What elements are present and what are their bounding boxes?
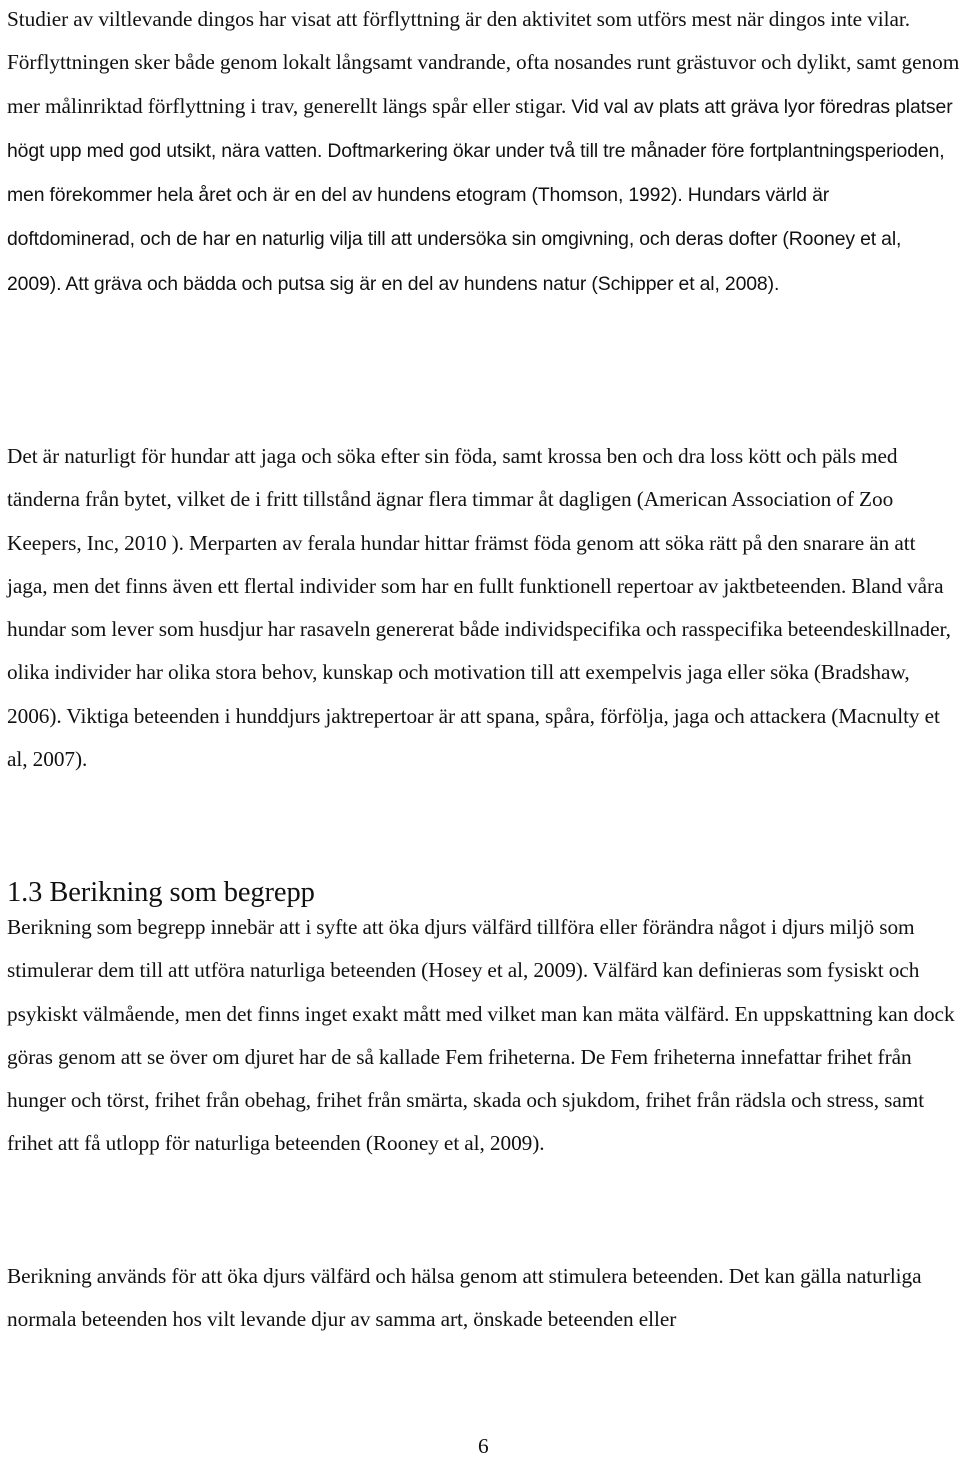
paragraph-hunting-behavior: Det är naturligt för hundar att jaga och söka efter sin föda, samt krossa ben och dra loss kött och päls med tänderna från bytet, vilket de i fritt tillstånd ägnar flera timmar åt dagligen (American Association of Zoo Keepers, Inc, 2010 ). Merparten av ferala hundar hittar främst föda genom att söka rätt på den snarare än att jaga, men det finns även ett flertal individer som har en fullt funktionell repertoar av jaktbeteenden. Bland våra hundar som lever som husdjur har rasaveln genererat både individspecifika och rasspecifika beteendeskillnader, olika individer har olika stora behov, kunskap och motivation till att exempelvis jaga eller söka (Bradshaw, 2006). Viktiga beteenden i hunddjurs jaktrepertoar är att spana, spåra, förfölja, jaga och attackera (Macnulty et al, 2007).	[7, 444, 951, 772]
paragraph-enrichment-usage: Berikning används för att öka djurs välfärd och hälsa genom att stimulera beteenden. Det kan gälla naturliga normala beteenden hos vilt levande djur av samma art, önskade beteenden eller	[7, 1264, 922, 1332]
paragraph-segment-sans: Vid val av plats att gräva lyor föredras platser högt upp med god utsikt, nära vatten. Doftmarkering ökar under två till tre månader före fortplantningsperioden, men förekommer hela året och är en del av hundens etogram (Thomson, 1992). Hundars värld är doftdominerad, och de har en naturlig vilja till att undersöka sin omgivning, och deras dofter (Rooney et al, 2009). Att gräva och bädda och putsa sig är en del av hundens natur (Schipper et al, 2008).	[7, 95, 953, 295]
section-heading: 1.3 Berikning som begrepp	[7, 877, 315, 908]
page-number: 6	[478, 1434, 489, 1458]
paragraph-dingo-behavior	[7, 0, 960, 306]
paragraph-enrichment-definition: Berikning som begrepp innebär att i syfte att öka djurs välfärd tillföra eller förändra något i djurs miljö som stimulerar dem till att utföra naturliga beteenden (Hosey et al, 2009). Välfärd kan definieras som fysiskt och psykiskt välmående, men det finns inget exakt mått med vilket man kan mäta välfärd. En uppskattning kan dock göras genom att se över om djuret har de så kallade Fem friheterna. De Fem friheterna innefattar frihet från hunger och törst, frihet från obehag, frihet från smärta, skada och sjukdom, frihet från rädsla och stress, samt frihet att få utlopp för naturliga beteenden (Rooney et al, 2009).	[7, 915, 955, 1156]
paragraph-segment-serif: Studier av viltlevande dingos har visat att förflyttning är den aktivitet som utförs mest när dingos inte vilar. Förflyttningen sker både genom lokalt långsamt vandrande, ofta nosandes runt grästuvor och dylikt, samt genom mer målinriktad förflyttning i trav, generellt längs spår eller stigar.	[7, 7, 960, 118]
